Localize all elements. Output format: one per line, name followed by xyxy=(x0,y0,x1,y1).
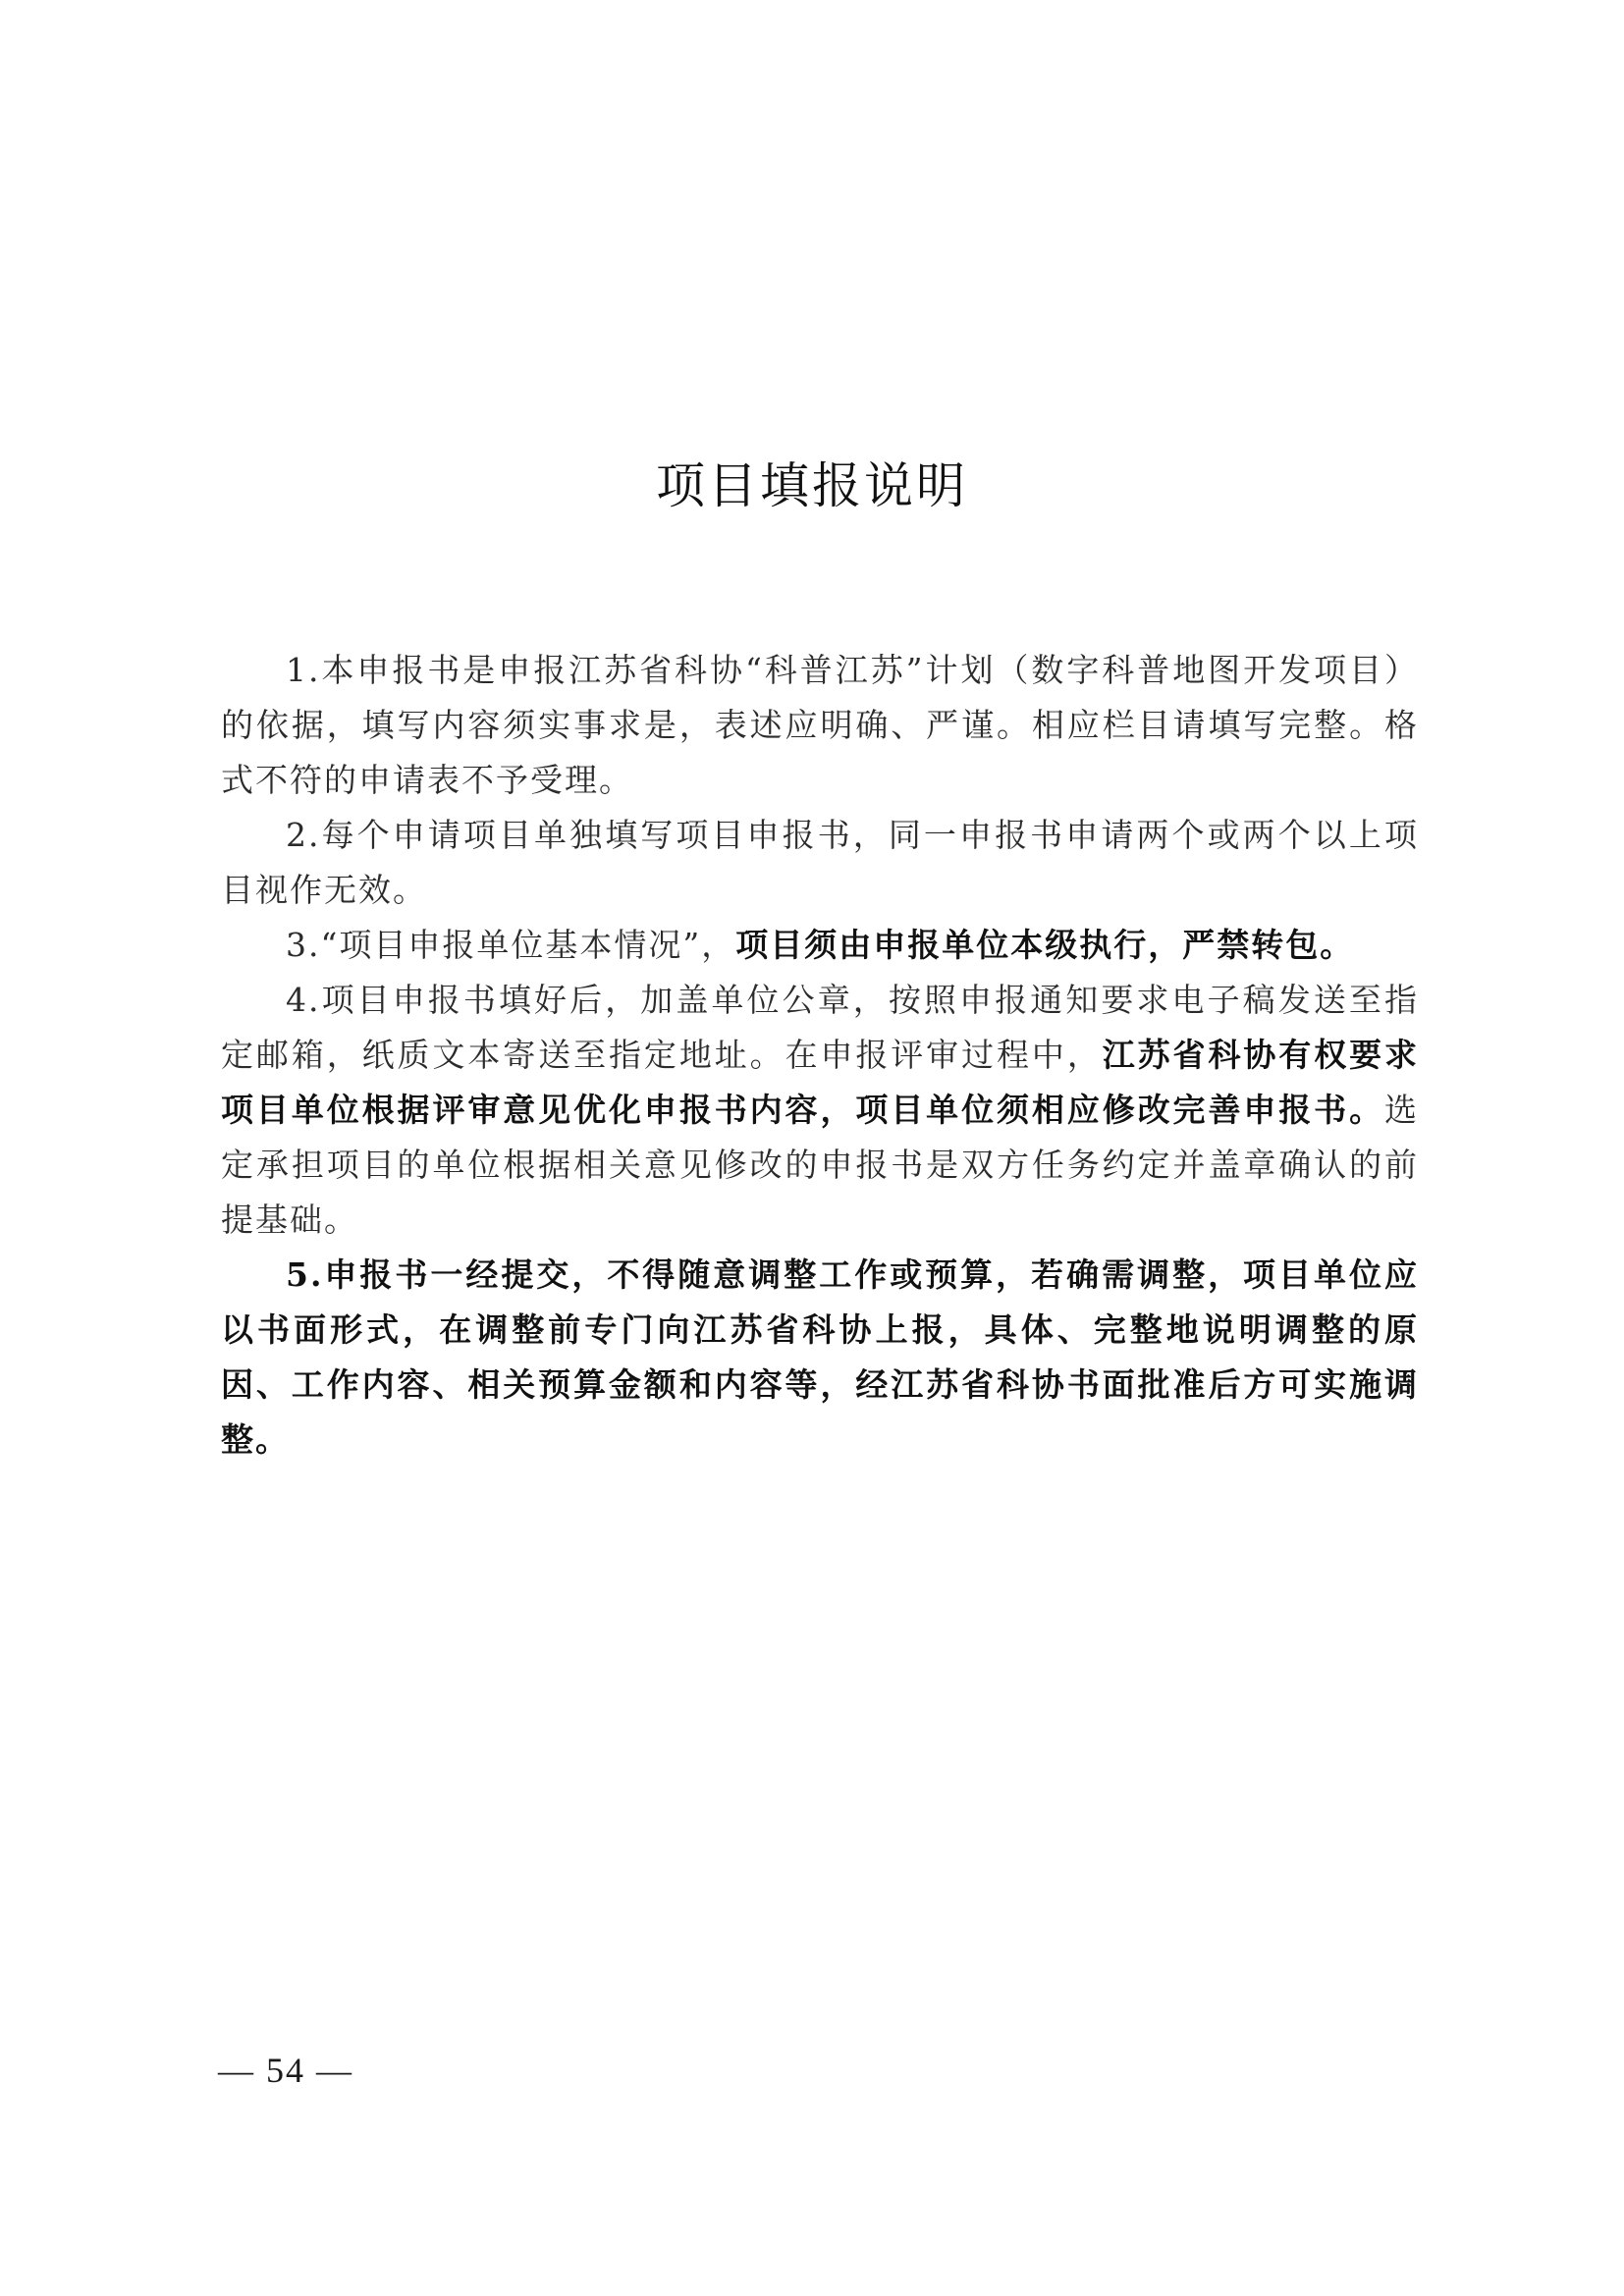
instruction-3-text: 3.“项目申报单位基本情况”， xyxy=(286,926,736,964)
instruction-4-emphasis: 江苏省科协有权要求项目单位根据评审意见优化申报书内容，项目单位须相应修改完善申报书。 xyxy=(221,1036,1420,1129)
instruction-1-text: 1.本申报书是申报江苏省科协“科普江苏”计划（数字科普地图开发项目）的依据，填写内容须实事求是，表述应明确、严谨。相应栏目请填写完整。格式不符的申请表不予受理。 xyxy=(221,651,1419,799)
instruction-4-text-before: 4.项目申报书填好后，加盖单位公章，按照申报通知要求电子稿发送至指定邮箱，纸质文本寄送至指定地址。在申报评审过程中， xyxy=(221,981,1419,1074)
page-title: 项目填报说明 xyxy=(656,457,968,514)
instruction-4-text-after: 选定承担项目的单位根据相关意见修改的申报书是双方任务约定并盖章确认的前提基础。 xyxy=(221,1091,1419,1239)
instruction-3-emphasis: 项目须由申报单位本级执行，严禁转包。 xyxy=(735,926,1355,964)
instruction-paragraph-5 xyxy=(221,1248,1419,1468)
instructions-body xyxy=(221,643,1419,1468)
instruction-paragraph-2 xyxy=(221,808,1419,918)
instruction-paragraph-4 xyxy=(221,973,1419,1248)
instruction-2-text: 2.每个申请项目单独填写项目申报书，同一申报书申请两个或两个以上项目视作无效。 xyxy=(221,816,1419,909)
instruction-5-text: 5.申报书一经提交，不得随意调整工作或预算，若确需调整，项目单位应以书面形式，在调整前专门向江苏省科协上报，具体、完整地说明调整的原因、工作内容、相关预算金额和内容等，经江苏省科协书面批准后方可实施调整。 xyxy=(221,1255,1419,1459)
instruction-paragraph-3 xyxy=(221,918,1419,973)
instruction-paragraph-1 xyxy=(221,643,1419,808)
page-number: — 54 — xyxy=(218,2051,353,2090)
